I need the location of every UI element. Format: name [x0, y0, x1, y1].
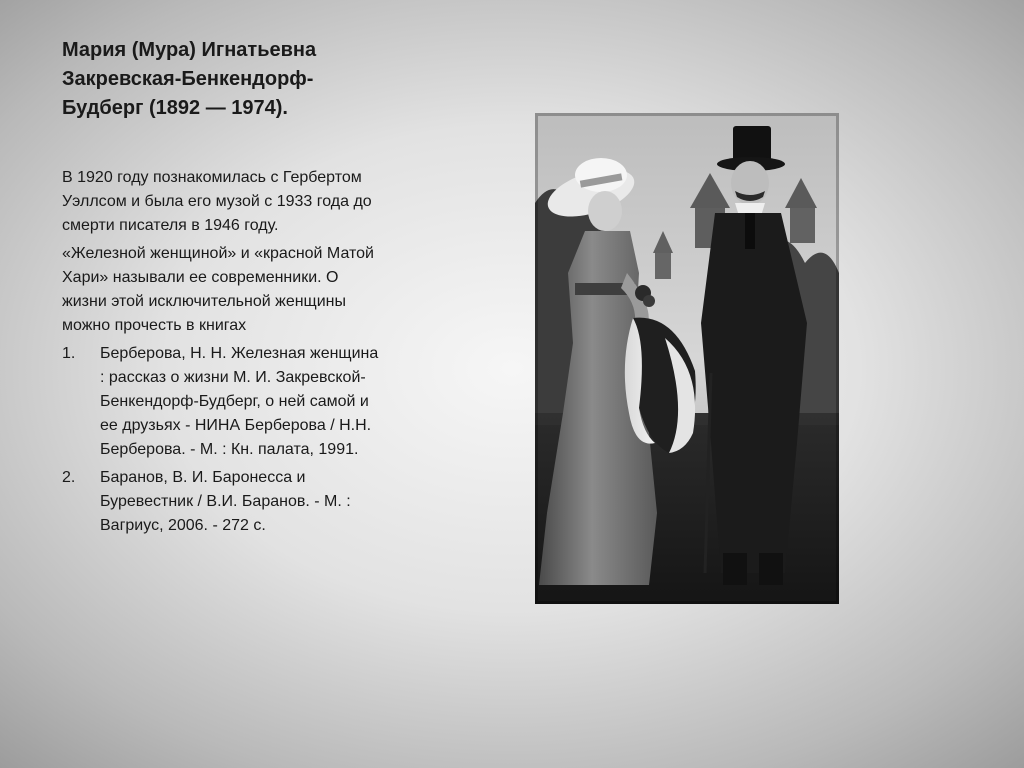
paragraph-iron-woman: «Железной женщиной» и «красной Матой Хари» называли ее современники. О жизни этой исключительной женщины можно прочесть в книгах [62, 245, 374, 334]
reference-list [62, 342, 382, 538]
reference-text: Баранов, В. И. Баронесса и Буревестник / В.И. Баранов. - М. : Вагриус, 2006. - 272 с. [100, 469, 351, 534]
reference-item [62, 466, 382, 538]
reference-number: 1. [62, 345, 76, 362]
reference-number: 2. [62, 469, 76, 486]
reference-item [62, 342, 382, 462]
slide-title: Мария (Мура) Игнатьевна Закревская-Бенкендорф-Будберг (1892 — 1974). [62, 39, 317, 119]
historical-photo [535, 113, 839, 604]
paragraph-wells: В 1920 году познакомилась с Гербертом Уэллсом и была его музой с 1933 года до смерти писателя в 1946 году. [62, 169, 372, 234]
reference-text: Берберова, Н. Н. Железная женщина : рассказ о жизни М. И. Закревской-Бенкендорф-Будберг, о ней самой и ее друзьях - НИНА Берберова / Н.Н. Берберова. - М. : Кн. палата, 1991. [100, 345, 379, 458]
slide-body-text [62, 166, 382, 542]
